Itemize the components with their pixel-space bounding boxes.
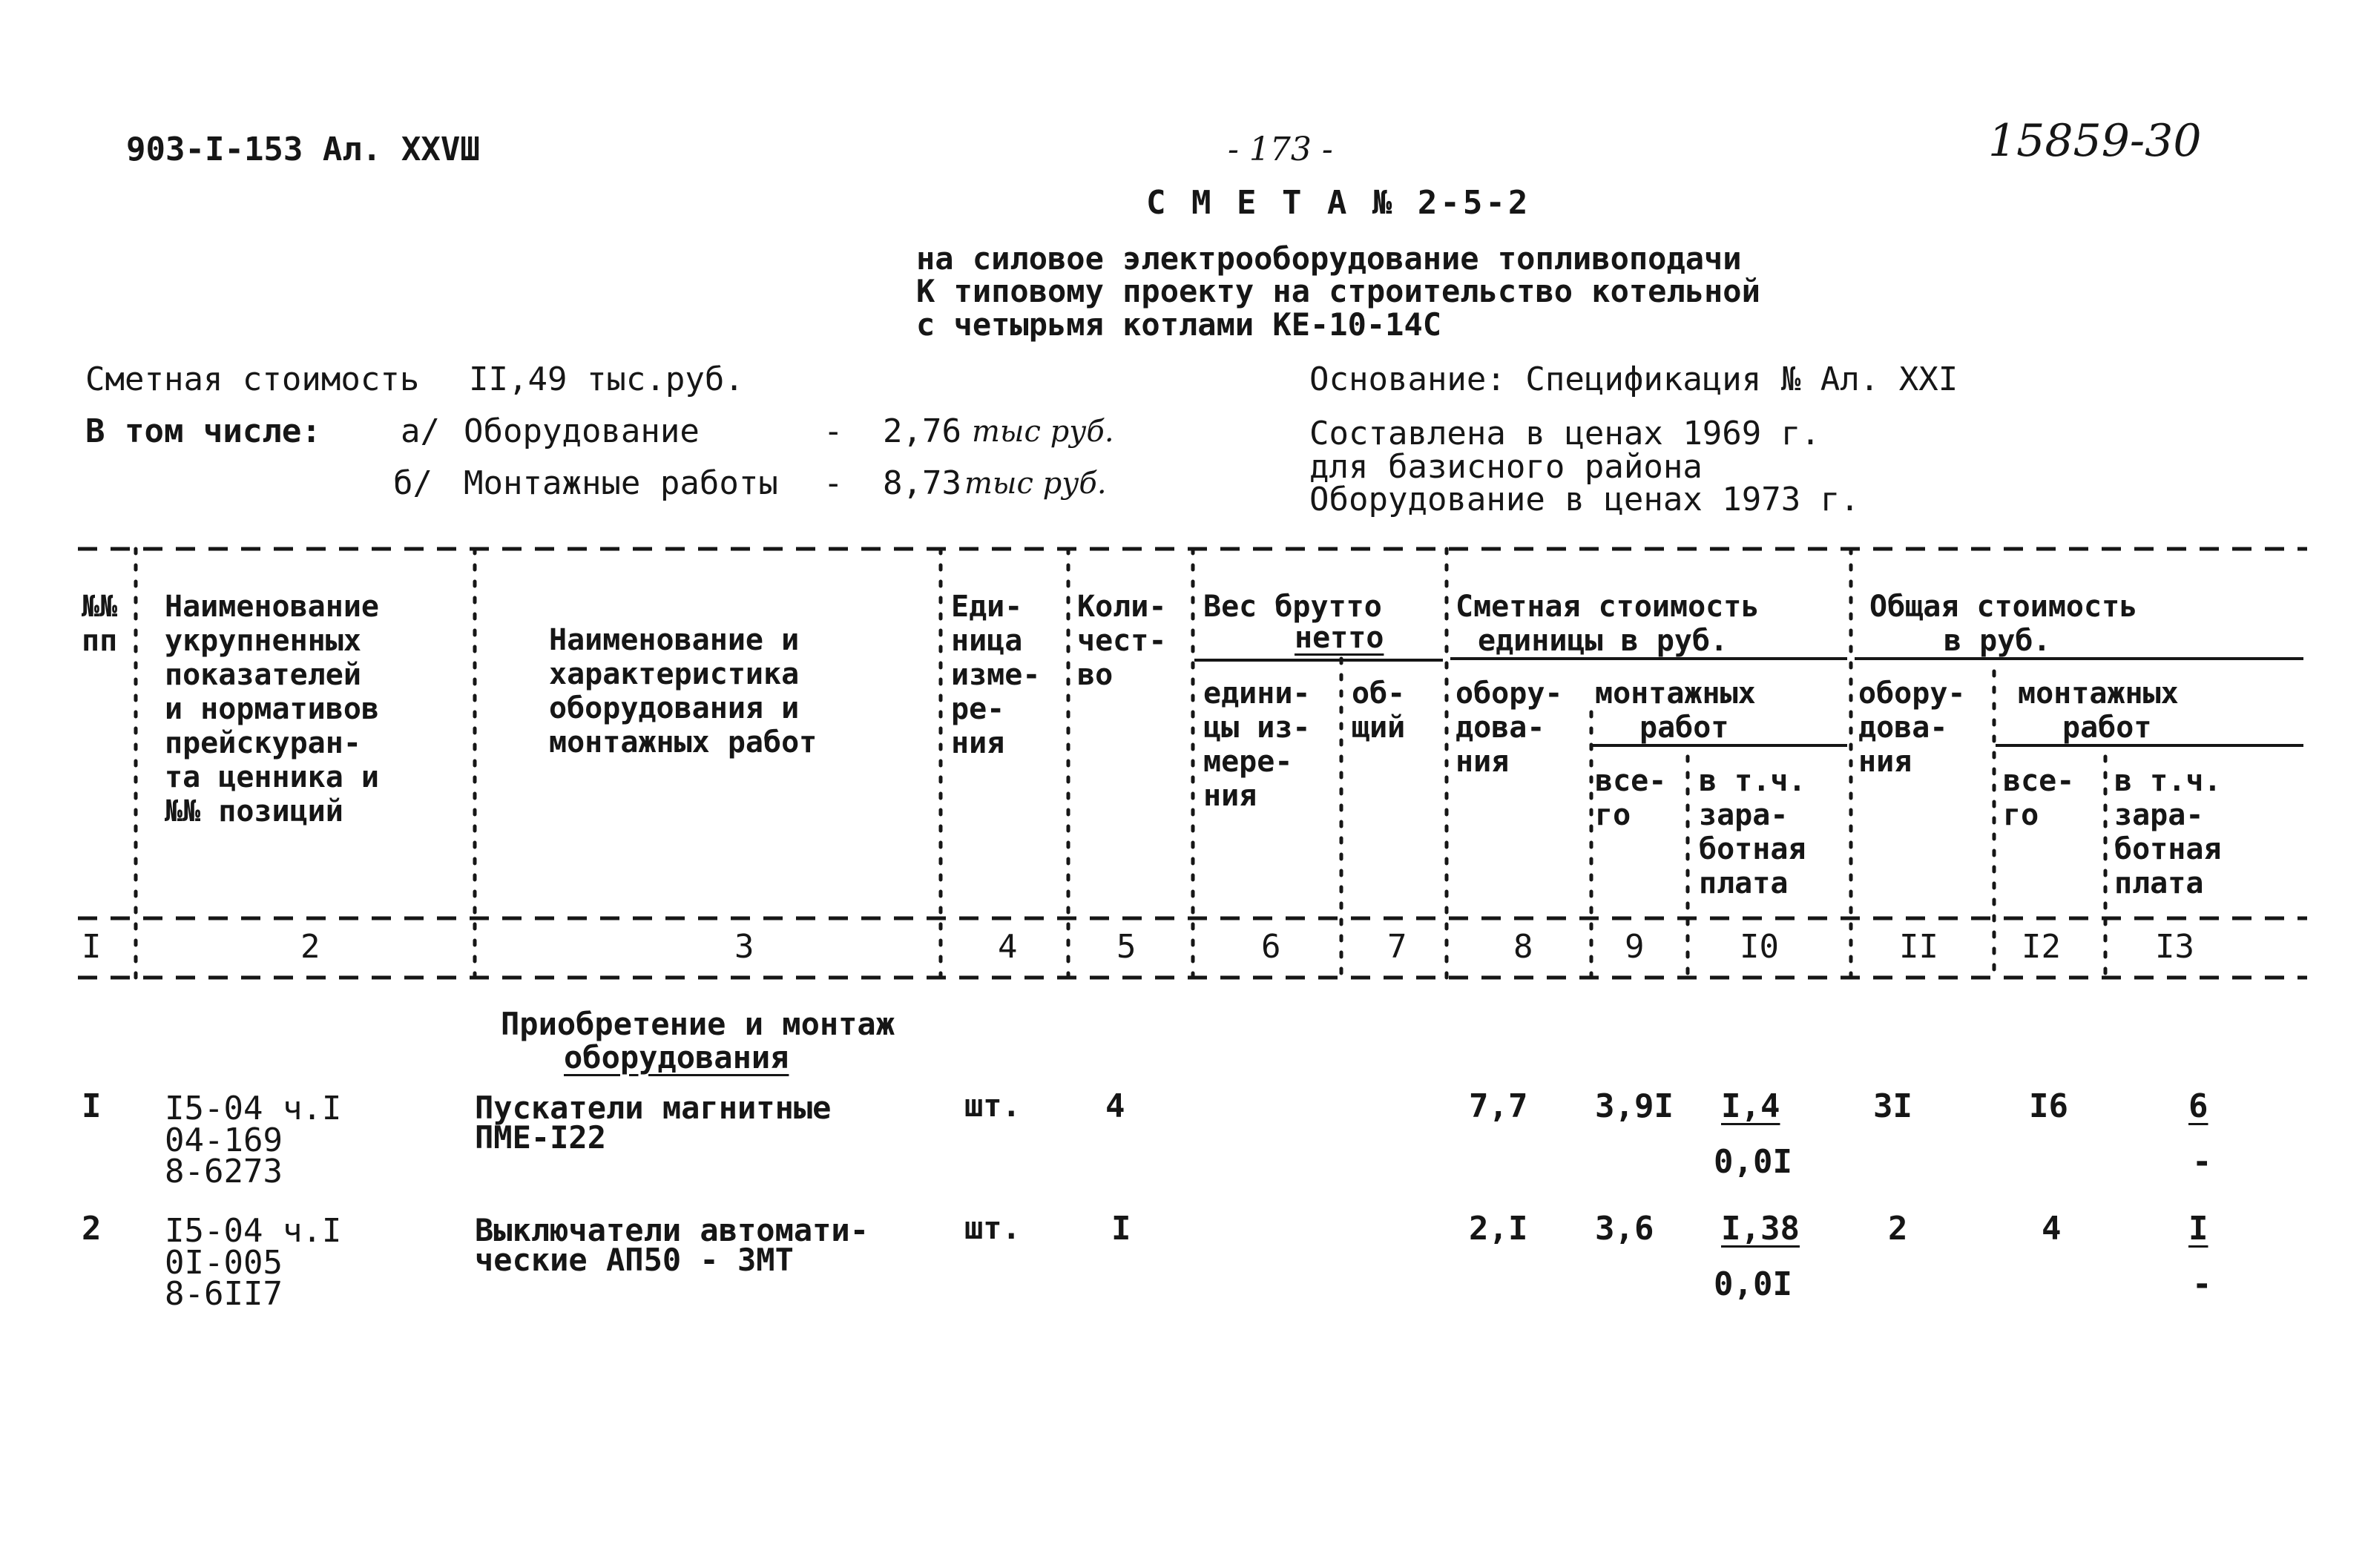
header-text: №№	[82, 590, 118, 624]
equipment-label: Оборудование	[464, 412, 700, 450]
cost-value: II,49 тыс.руб.	[469, 360, 744, 398]
header-text: укрупненных	[165, 624, 361, 658]
column-number: 2	[300, 928, 320, 966]
row-total-wage-sub: -	[2192, 1143, 2212, 1181]
header-col-1	[82, 590, 117, 658]
column-number: 5	[1116, 928, 1137, 966]
header-text: дова-	[1858, 711, 1948, 745]
document-code: 903-I-153 Ал. XXVШ	[126, 131, 480, 168]
row-total-equipment: 2	[1888, 1210, 1908, 1248]
row-unit-equipment: 7,7	[1469, 1087, 1528, 1125]
header-text: дова-	[1455, 711, 1545, 745]
row-unit: шт.	[964, 1210, 1021, 1246]
header-col-11	[1858, 676, 1966, 779]
equipment-value: 2,76	[883, 412, 961, 450]
header-text: Наименование и	[549, 623, 800, 657]
header-text: во	[1077, 658, 1114, 692]
header-text: обору-	[1455, 676, 1563, 711]
header-text: обору-	[1858, 676, 1966, 711]
column-number: II	[1899, 928, 1938, 966]
header-install-group-2	[2018, 676, 2179, 745]
row-code	[165, 1213, 341, 1314]
header-col-3	[549, 623, 817, 760]
header-text: едини-	[1203, 676, 1311, 711]
header-text: ния	[1858, 745, 1912, 779]
header-col-5	[1077, 590, 1166, 692]
column-number: 6	[1261, 928, 1281, 966]
header-text: ре-	[951, 692, 1005, 726]
row-number: I	[82, 1087, 102, 1125]
code-line: 04-169	[165, 1121, 283, 1159]
header-text: в руб.	[1944, 624, 2051, 658]
header-unit-cost-group	[1455, 590, 1759, 658]
row-quantity: I	[1111, 1210, 1131, 1248]
section-title-line-2: оборудования	[564, 1039, 789, 1075]
header-text: плата	[2114, 866, 2204, 900]
code-line: 0I-005	[165, 1243, 283, 1282]
header-text: Коли-	[1077, 590, 1167, 624]
price-line: Составлена в ценах 1969 г.	[1309, 415, 1820, 452]
column-number: I0	[1740, 928, 1779, 966]
header-text: пп	[82, 624, 118, 658]
header-col-10	[1699, 764, 1806, 900]
header-text: прейскуран-	[165, 726, 361, 760]
subtitle-line: с четырьмя котлами КЕ-10-14С	[916, 306, 1442, 343]
header-text: и нормативов	[165, 692, 379, 726]
header-text: зара-	[1699, 798, 1789, 832]
subtitle-line: на силовое электрооборудование топливоподачи	[916, 240, 1742, 277]
row-unit-wage: I,38	[1721, 1210, 1800, 1248]
header-text: в т.ч.	[2114, 764, 2222, 798]
row-unit-install-total: 3,6	[1595, 1210, 1654, 1248]
row-unit-equipment: 2,I	[1469, 1210, 1528, 1248]
header-text: ботная	[2114, 832, 2222, 866]
header-text: зара-	[2114, 798, 2204, 832]
section-title: Приобретение и монтаж	[501, 1006, 895, 1042]
code-line: I5-04 ч.I	[165, 1090, 342, 1127]
archive-number: 15859-30	[1988, 115, 2202, 167]
header-text: работ	[2062, 711, 2152, 745]
code-line: 8-6273	[165, 1153, 283, 1191]
column-number: I3	[2155, 928, 2194, 966]
header-text: Еди-	[951, 590, 1023, 624]
header-text: единицы в руб.	[1478, 624, 1728, 658]
header-text: мере-	[1203, 745, 1293, 779]
header-col-4	[951, 590, 1040, 760]
header-install-group	[1595, 676, 1756, 745]
page-number: - 173 -	[1228, 131, 1333, 168]
header-text: №№ позиций	[165, 794, 343, 829]
header-text: Общая стоимость	[1869, 590, 2138, 624]
name-line: ческие АП50 - 3МТ	[475, 1242, 794, 1279]
row-unit-wage-sub: 0,0I	[1714, 1265, 1792, 1303]
header-col-7	[1352, 676, 1405, 745]
header-weight-group: Вес брутто	[1203, 590, 1382, 624]
row-unit: шт.	[964, 1087, 1021, 1124]
name-line: Пускатели магнитные	[475, 1090, 832, 1126]
header-text: показателей	[165, 658, 361, 692]
column-number: I2	[2022, 928, 2061, 966]
header-text: монтажных	[2018, 676, 2179, 711]
header-weight-group-net: нетто	[1295, 621, 1384, 655]
header-text: монтажных	[1595, 676, 1756, 711]
equipment-handwritten-unit: тыс руб.	[972, 415, 1114, 449]
name-line: ПМЕ-I22	[475, 1119, 607, 1156]
header-text: плата	[1699, 866, 1789, 900]
subtitle-line: К типовому проекту на строительство котельной	[916, 273, 1760, 310]
row-name	[475, 1213, 869, 1279]
header-text: ния	[1455, 745, 1510, 779]
equipment-dash: -	[823, 412, 843, 450]
header-col-8	[1455, 676, 1563, 779]
row-code	[165, 1090, 341, 1191]
header-col-2	[165, 590, 379, 829]
row-total-equipment: 3I	[1873, 1087, 1912, 1125]
code-line: 8-6II7	[165, 1275, 283, 1314]
header-text: ботная	[1699, 832, 1806, 866]
column-number: 3	[734, 928, 754, 966]
header-text: ния	[951, 726, 1005, 760]
column-number: 8	[1513, 928, 1533, 966]
header-text: об-	[1352, 676, 1406, 711]
header-col-9	[1595, 764, 1666, 832]
installation-value: 8,73	[883, 464, 961, 502]
cost-label: Сметная стоимость	[85, 360, 420, 398]
header-text: все-	[1595, 764, 1667, 798]
header-text: изме-	[951, 658, 1041, 692]
header-text: ница	[951, 624, 1023, 658]
basis-text: Основание: Спецификация № Ал. XXI	[1309, 360, 1958, 398]
installation-prefix: б/	[393, 464, 432, 502]
header-text: го	[2003, 798, 2039, 832]
header-text: Сметная стоимость	[1455, 590, 1760, 624]
header-text: в т.ч.	[1699, 764, 1806, 798]
header-text: характеристика	[549, 657, 800, 691]
price-line: Оборудование в ценах 1973 г.	[1309, 481, 1860, 519]
row-total-install: I6	[2029, 1087, 2068, 1125]
header-text: та ценника и	[165, 760, 379, 794]
row-total-install: 4	[2042, 1210, 2062, 1248]
header-text: цы из-	[1203, 711, 1311, 745]
installation-label: Монтажные работы	[464, 464, 778, 502]
row-name	[475, 1090, 831, 1156]
row-total-wage-sub: -	[2192, 1265, 2212, 1303]
row-unit-wage: I,4	[1721, 1087, 1780, 1125]
header-text: монтажных работ	[549, 725, 818, 760]
row-unit-wage-sub: 0,0I	[1714, 1143, 1792, 1181]
including-label: В том числе:	[85, 412, 321, 450]
name-line: Выключатели автомати-	[475, 1212, 869, 1248]
column-number: 9	[1625, 928, 1645, 966]
installation-handwritten-unit: тыс руб.	[964, 467, 1107, 501]
header-text: оборудования и	[549, 691, 800, 725]
header-col-12	[2003, 764, 2074, 832]
header-text: чест-	[1077, 624, 1167, 658]
column-number: I	[82, 928, 102, 966]
row-total-wage: I	[2188, 1210, 2208, 1248]
header-col-6	[1203, 676, 1311, 813]
row-total-wage: 6	[2188, 1087, 2208, 1125]
header-text: щий	[1352, 711, 1406, 745]
row-quantity: 4	[1105, 1087, 1125, 1125]
header-text: го	[1595, 798, 1631, 832]
code-line: I5-04 ч.I	[165, 1212, 342, 1250]
row-unit-install-total: 3,9I	[1595, 1087, 1674, 1125]
header-total-cost-group	[1869, 590, 2137, 658]
header-text: все-	[2003, 764, 2075, 798]
row-number: 2	[82, 1210, 102, 1248]
header-text: ния	[1203, 779, 1257, 813]
header-text: работ	[1639, 711, 1729, 745]
price-line: для базисного района	[1309, 447, 1703, 486]
header-text: Наименование	[165, 590, 379, 624]
column-number: 7	[1387, 928, 1407, 966]
header-col-13	[2114, 764, 2222, 900]
installation-dash: -	[823, 464, 843, 502]
equipment-prefix: а/	[401, 412, 440, 450]
document-title: С М Е Т А № 2-5-2	[1146, 184, 1531, 222]
column-number: 4	[998, 928, 1018, 966]
